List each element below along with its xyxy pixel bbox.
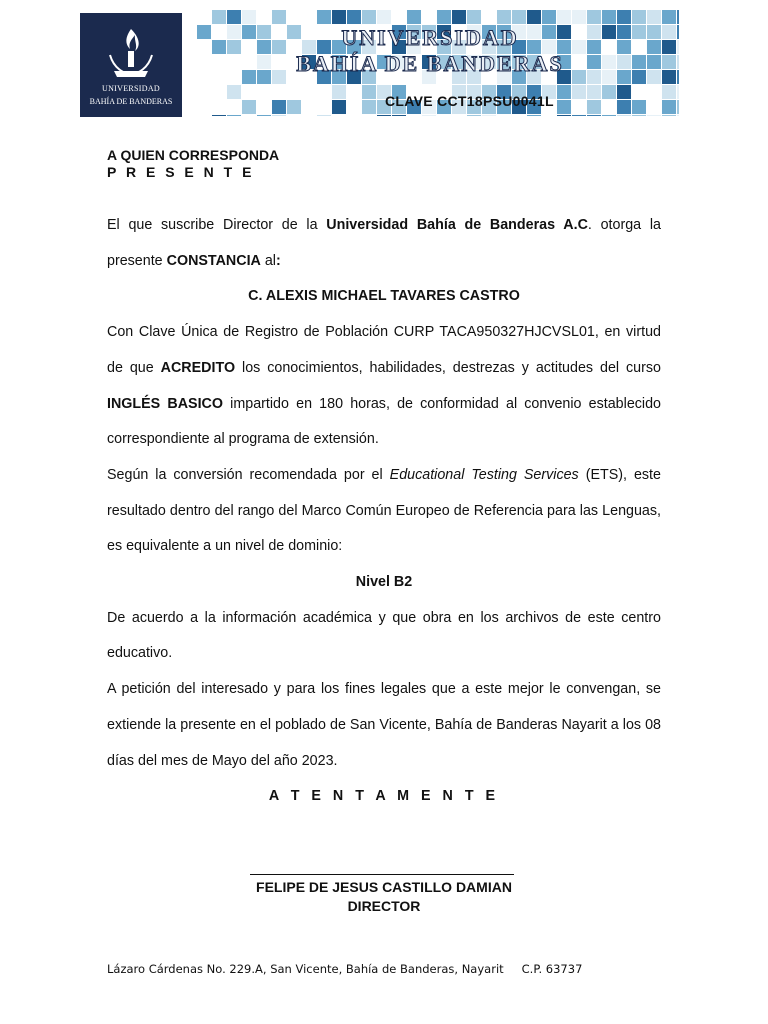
document-body bbox=[107, 208, 661, 815]
mosaic-tile bbox=[272, 100, 286, 114]
mosaic-tile bbox=[677, 115, 679, 116]
mosaic-tile bbox=[647, 115, 661, 116]
level-label: Nivel B2 bbox=[355, 574, 413, 591]
mosaic-tile bbox=[632, 55, 646, 69]
mosaic-tile bbox=[212, 10, 226, 24]
mosaic-tile bbox=[482, 115, 496, 116]
mosaic-tile bbox=[362, 100, 376, 114]
signatory bbox=[0, 878, 768, 916]
mosaic-tile bbox=[587, 85, 601, 99]
mosaic-tile bbox=[557, 100, 571, 114]
mosaic-tile bbox=[557, 10, 571, 24]
mosaic-tile bbox=[377, 10, 391, 24]
p2-text-e: impartido en 180 horas, de conformidad al convenio establecido correspondiente al programa de extensión. bbox=[107, 395, 661, 448]
mosaic-tile bbox=[467, 115, 481, 116]
mosaic-tile bbox=[632, 25, 646, 39]
mosaic-tile bbox=[407, 10, 421, 24]
p1-colon: : bbox=[275, 252, 281, 269]
mosaic-tile bbox=[362, 10, 376, 24]
mosaic-tile bbox=[677, 100, 679, 114]
mosaic-tile bbox=[557, 115, 571, 116]
postal-code: C.P. 63737 bbox=[521, 962, 583, 976]
mosaic-tile bbox=[647, 70, 661, 84]
mosaic-tile bbox=[527, 10, 541, 24]
mosaic-tile bbox=[317, 10, 331, 24]
paragraph-5: A petición del interesado y para los fines legales que a este mejor le convengan, se extiende la presente en el poblado de San Vicente, Bahía de Banderas Nayarit a los 08 días del mes de Mayo del año 2023. bbox=[107, 681, 661, 769]
p1-text-a: El que suscribe Director de la bbox=[107, 217, 327, 233]
mosaic-tile bbox=[332, 100, 346, 114]
p2-text-a: Con Clave Única de Registro de Población CURP TACA950327HJCVSL01, en virtud de que bbox=[107, 324, 661, 376]
p2-text-c: los conocimientos, habilidades, destrezas y actitudes del curso bbox=[235, 359, 661, 376]
mosaic-tile bbox=[632, 10, 646, 24]
mosaic-tile bbox=[677, 70, 679, 84]
mosaic-tile bbox=[242, 100, 256, 114]
mosaic-tile bbox=[242, 10, 256, 24]
p1-constancia: CONSTANCIA bbox=[166, 252, 261, 269]
p3-text-a: Según la conversión recomendada por el bbox=[107, 466, 390, 483]
mosaic-tile bbox=[632, 100, 646, 114]
p2-acredito: ACREDITO bbox=[160, 359, 236, 376]
mosaic-tile bbox=[677, 25, 679, 39]
mosaic-tile bbox=[647, 55, 661, 69]
signatory-name: FELIPE DE JESUS CASTILLO DAMIAN bbox=[256, 879, 512, 895]
footer-address bbox=[107, 962, 582, 976]
addressee bbox=[107, 147, 279, 181]
paragraph-3 bbox=[107, 458, 661, 565]
mosaic-tile bbox=[452, 10, 466, 24]
mosaic-tile bbox=[587, 10, 601, 24]
p1-university-name: Universidad Bahía de Banderas A.C bbox=[326, 217, 588, 233]
p1-text-e: al bbox=[260, 252, 276, 269]
mosaic-tile bbox=[662, 100, 676, 114]
p3-text-c: (ETS), este resultado dentro del rango del Marco Común Europeo de Referencia para las Lenguas, es equivalente a un nivel de dominio: bbox=[107, 466, 661, 555]
mosaic-tile bbox=[662, 25, 676, 39]
mosaic-tile bbox=[572, 10, 586, 24]
mosaic-tile bbox=[392, 115, 406, 116]
mosaic-tile bbox=[287, 100, 301, 114]
mosaic-tile bbox=[227, 10, 241, 24]
mosaic-tile bbox=[572, 115, 586, 116]
address: Lázaro Cárdenas No. 229.A, San Vicente, Bahía de Banderas, Nayarit bbox=[107, 962, 504, 976]
mosaic-tile bbox=[677, 40, 679, 54]
torch-crest-icon bbox=[104, 25, 158, 81]
mosaic-tile bbox=[362, 85, 376, 99]
p3-ets: Educational Testing Services bbox=[389, 466, 579, 483]
university-title-line2: BAHÍA DE BANDERAS bbox=[296, 51, 564, 76]
university-title-line1: UNIVERSIDAD bbox=[341, 25, 519, 50]
mosaic-tile bbox=[332, 10, 346, 24]
mosaic-tile bbox=[662, 10, 676, 24]
closing: A T E N T A M E N T E bbox=[268, 788, 500, 805]
mosaic-tile bbox=[617, 85, 631, 99]
mosaic-tile bbox=[272, 10, 286, 24]
mosaic-tile bbox=[347, 10, 361, 24]
mosaic-tile bbox=[512, 10, 526, 24]
paragraph-1 bbox=[107, 208, 661, 279]
logo-text-line1: UNIVERSIDAD bbox=[102, 84, 160, 93]
mosaic-tile bbox=[527, 115, 541, 116]
mosaic-tile bbox=[662, 40, 676, 54]
mosaic-tile bbox=[467, 10, 481, 24]
addressee-line1: A QUIEN CORRESPONDA bbox=[107, 147, 280, 163]
mosaic-tile bbox=[677, 10, 679, 24]
mosaic-tile bbox=[227, 85, 241, 99]
mosaic-tile bbox=[317, 115, 331, 116]
mosaic-tile bbox=[197, 25, 211, 39]
mosaic-tile bbox=[677, 55, 679, 69]
mosaic-tile bbox=[647, 25, 661, 39]
mosaic-tile bbox=[212, 115, 226, 116]
mosaic-tile bbox=[587, 115, 601, 116]
university-logo bbox=[80, 13, 182, 117]
mosaic-tile bbox=[602, 10, 616, 24]
recipient-name: C. ALEXIS MICHAEL TAVARES CASTRO bbox=[248, 288, 520, 305]
mosaic-tile bbox=[332, 85, 346, 99]
mosaic-tile bbox=[632, 115, 646, 116]
mosaic-tile bbox=[617, 115, 631, 116]
addressee-line2: P R E S E N T E bbox=[107, 164, 255, 180]
signature-line bbox=[250, 874, 514, 875]
logo-text-line2: BAHÍA DE BANDERAS bbox=[89, 97, 173, 106]
mosaic-tile bbox=[647, 40, 661, 54]
mosaic-tile bbox=[662, 85, 676, 99]
p2-course-name: INGLÉS BASICO bbox=[107, 395, 223, 412]
mosaic-tile bbox=[377, 115, 391, 116]
mosaic-tile bbox=[677, 85, 679, 99]
paragraph-4: De acuerdo a la información académica y que obra en los archivos de este centro educativo. bbox=[107, 609, 661, 662]
mosaic-tile bbox=[212, 40, 226, 54]
mosaic-tile bbox=[662, 70, 676, 84]
mosaic-tile bbox=[647, 10, 661, 24]
mosaic-tile bbox=[572, 85, 586, 99]
institution-key: CLAVE CCT18PSU0041L bbox=[385, 93, 554, 109]
mosaic-tile bbox=[587, 100, 601, 114]
mosaic-tile bbox=[227, 115, 241, 116]
mosaic-tile bbox=[632, 70, 646, 84]
mosaic-tile bbox=[542, 10, 556, 24]
mosaic-tile bbox=[602, 115, 616, 116]
mosaic-tile bbox=[662, 115, 676, 116]
p1-text-c: . otorga la presente bbox=[107, 217, 661, 269]
mosaic-tile bbox=[602, 85, 616, 99]
mosaic-tile bbox=[437, 10, 451, 24]
mosaic-tile bbox=[257, 115, 271, 116]
signatory-role: DIRECTOR bbox=[347, 898, 421, 914]
mosaic-tile bbox=[497, 10, 511, 24]
mosaic-tile bbox=[617, 10, 631, 24]
paragraph-2 bbox=[107, 315, 661, 458]
mosaic-tile bbox=[662, 55, 676, 69]
mosaic-tile bbox=[272, 115, 286, 116]
letterhead bbox=[80, 10, 679, 116]
mosaic-tile bbox=[617, 100, 631, 114]
mosaic-tile bbox=[557, 85, 571, 99]
mosaic-tile bbox=[422, 115, 436, 116]
